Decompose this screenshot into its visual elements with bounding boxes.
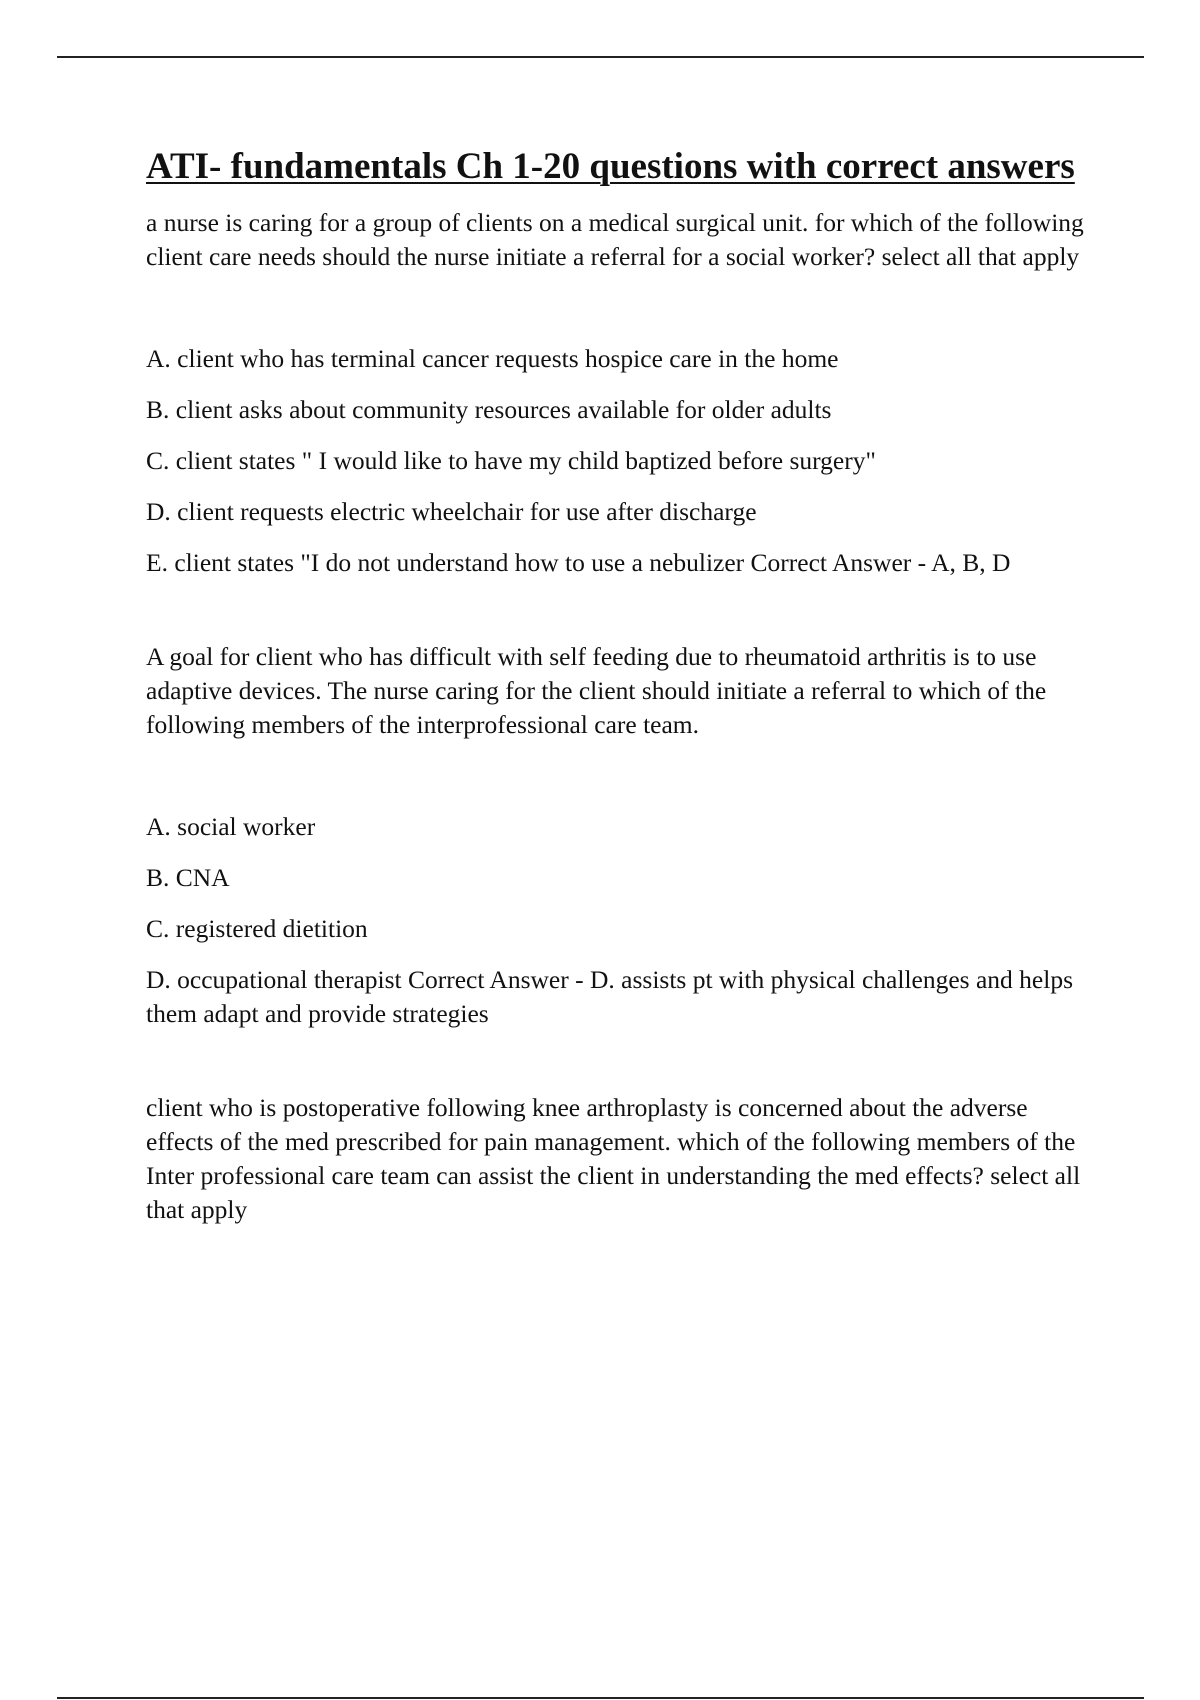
question-2-option-b: B. CNA xyxy=(146,863,230,892)
question-2-options xyxy=(146,810,1096,1031)
question-1-stem: a nurse is caring for a group of clients on a medical surgical unit. for which of the following client care needs should the nurse initiate a referral for a social worker? select all that apply xyxy=(146,208,1084,271)
question-2-stem: A goal for client who has difficult with self feeding due to rheumatoid arthritis is to use adaptive devices. The nurse caring for the client should initiate a referral to which of the following members of the interprofessional care team. xyxy=(146,642,1047,739)
question-3-stem: client who is postoperative following knee arthroplasty is concerned about the adverse effects of the med prescribed for pain management. which of the following members of the Inter professional care team can assist the client in understanding the med effects? select all that apply xyxy=(146,1093,1081,1224)
top-rule xyxy=(57,56,1144,58)
question-1-option-e: E. client states "I do not understand how to use a nebulizer Correct Answer - A, B, D xyxy=(146,548,1011,577)
question-2-option-d: D. occupational therapist Correct Answer - D. assists pt with physical challenges and helps them adapt and provide strategies xyxy=(146,965,1073,1028)
question-2-option-a: A. social worker xyxy=(146,812,316,841)
document-page xyxy=(146,142,1096,1227)
question-1-option-a: A. client who has terminal cancer requests hospice care in the home xyxy=(146,344,839,373)
question-1-option-d: D. client requests electric wheelchair for use after discharge xyxy=(146,497,757,526)
question-2-option-c: C. registered dietition xyxy=(146,914,368,943)
question-1-option-b: B. client asks about community resources available for older adults xyxy=(146,395,832,424)
document-title: ATI- fundamentals Ch 1-20 questions with correct answers xyxy=(146,146,1075,187)
question-1-options xyxy=(146,342,1096,580)
bottom-rule xyxy=(57,1697,1144,1699)
question-1-option-c: C. client states " I would like to have my child baptized before surgery" xyxy=(146,446,876,475)
